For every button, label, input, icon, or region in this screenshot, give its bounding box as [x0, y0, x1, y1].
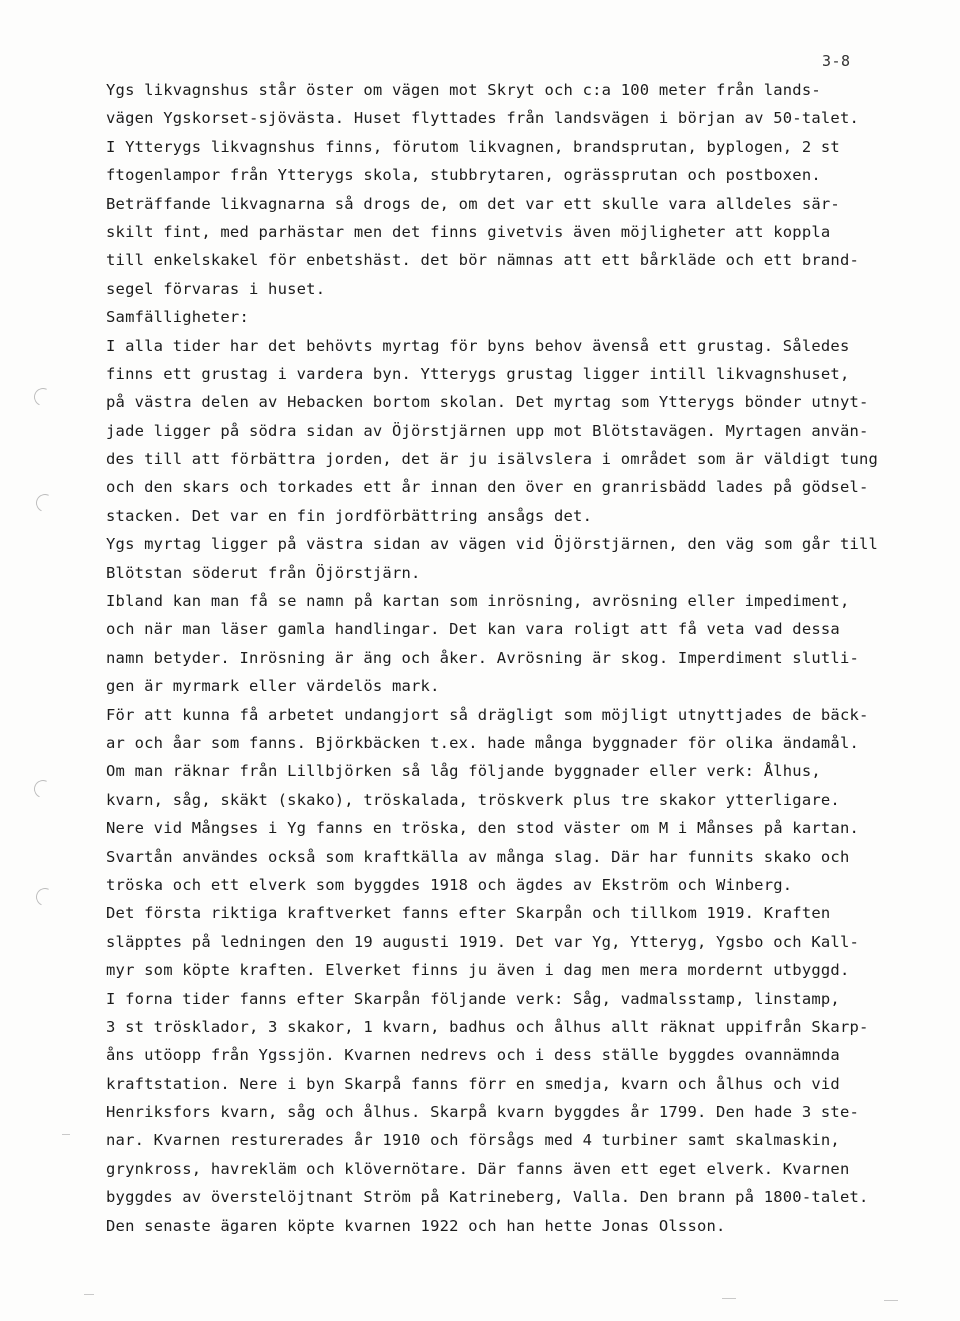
text-line: ftogenlampor från Ytterygs skola, stubbrytaren, ogrässprutan och postboxen.: [106, 166, 821, 185]
text-line: grynkross, havrekläm och klövernötare. Där fanns även ett eget elverk. Kvarnen: [106, 1159, 850, 1178]
text-line: finns ett grustag i vardera byn. Ytterygs grustag ligger intill likvagnshuset,: [106, 364, 850, 383]
text-line: skilt fint, med parhästar men det finns givetvis även möjligheter att koppla: [106, 222, 831, 241]
text-line: vägen Ygskorset-sjövästa. Huset flyttades från landsvägen i början av 50-talet.: [106, 109, 860, 128]
text-line: släpptes på ledningen den 19 augusti 1919. Det var Yg, Ytteryg, Ygsbo och Kall-: [106, 932, 860, 951]
text-line: Det första riktiga kraftverket fanns efter Skarpån och tillkom 1919. Kraften: [106, 904, 831, 923]
text-line: myr som köpte kraften. Elverket finns ju även i dag men mera mordernt utbyggd.: [106, 961, 850, 980]
text-line: 3 st trösklador, 3 skakor, 1 kvarn, badhus och ålhus allt räknat uppifrån Skarp-: [106, 1017, 869, 1036]
text-line: ar och åar som fanns. Björkbäcken t.ex. hade många byggnader för olika ändamål.: [106, 733, 860, 752]
punch-hole-mark: [31, 777, 54, 800]
text-line: åns utöopp från Ygssjön. Kvarnen nedrevs och i dess ställe byggdes ovannämnda: [106, 1046, 840, 1065]
text-line: Om man räknar från Lillbjörken så låg följande byggnader eller verk: Ålhus,: [106, 762, 821, 781]
text-line: till enkelskakel för enbetshäst. det bör nämnas att ett bårkläde och ett brand-: [106, 251, 860, 270]
scan-artifact: [62, 1134, 70, 1135]
text-line: Beträffande likvagnarna så drogs de, om det var ett skulle vara alldeles sär-: [106, 194, 840, 213]
text-line: Ygs likvagnshus står öster om vägen mot Skryt och c:a 100 meter från lands-: [106, 81, 821, 99]
text-line: stacken. Det var en fin jordförbättring ansågs det.: [106, 506, 593, 525]
punch-hole-mark: [33, 885, 56, 908]
page-number: 3-8: [822, 52, 851, 70]
text-line: gen är myrmark eller värdelös mark.: [106, 677, 440, 696]
text-line: Nere vid Mångses i Yg fanns en tröska, den stod väster om M i Månses på kartan.: [106, 819, 860, 838]
text-line: tröska och ett elverk som byggdes 1918 och ägdes av Ekström och Winberg.: [106, 875, 793, 894]
text-line: Blötstan söderut från Öjörstjärn.: [106, 563, 421, 582]
punch-hole-mark: [33, 491, 56, 514]
text-line: jade ligger på södra sidan av Öjörstjärnen upp mot Blötstavägen. Myrtagen använ-: [106, 421, 869, 440]
text-line: Svartån användes också som kraftkälla av många slag. Där har funnits skako och: [106, 847, 850, 866]
text-line: I alla tider har det behövts myrtag för byns behov ävenså ett grustag. Således: [106, 336, 850, 355]
text-line: För att kunna få arbetet undangjort så drägligt som möjligt utnyttjades de bäck-: [106, 705, 869, 724]
text-line: Den senaste ägaren köpte kvarnen 1922 och han hette Jonas Olsson.: [106, 1216, 726, 1235]
text-line: byggdes av överstelöjtnant Ström på Katrineberg, Valla. Den brann på 1800-talet.: [106, 1188, 869, 1207]
scan-artifact: [722, 1298, 736, 1299]
scan-artifact: [884, 1300, 898, 1301]
text-line: Ygs myrtag ligger på västra sidan av vägen vid Öjörstjärnen, den väg som går till: [106, 535, 879, 554]
text-line: namn betyder. Inrösning är äng och åker. Avrösning är skog. Imperdiment slutli-: [106, 648, 860, 667]
text-line: kvarn, såg, skäkt (skako), tröskalada, tröskverk plus tre skakor ytterligare.: [106, 790, 840, 809]
text-line: Henriksfors kvarn, såg och ålhus. Skarpå kvarn byggdes år 1799. Den hade 3 ste-: [106, 1103, 860, 1122]
text-line: I Ytterygs likvagnshus finns, förutom likvagnen, brandsprutan, byplogen, 2 st: [106, 137, 840, 156]
punch-hole-mark: [31, 385, 54, 408]
text-line: på västra delen av Hebacken bortom skolan. Det myrtag som Ytterygs bönder utnyt-: [106, 393, 869, 412]
text-line: nar. Kvarnen resturerades år 1910 och försågs med 4 turbiner samt skalmaskin,: [106, 1131, 840, 1150]
text-line: och den skars och torkades ett år innan den över en granrisbädd lades på gödsel-: [106, 478, 869, 497]
scan-artifact: [84, 1294, 94, 1295]
text-line: segel förvaras i huset.: [106, 279, 326, 298]
text-line: och när man läser gamla handlingar. Det kan vara roligt att få veta vad dessa: [106, 620, 840, 639]
section-heading: Samfälligheter:: [106, 308, 249, 327]
document-body: [106, 76, 886, 1240]
text-line: des till att förbättra jorden, det är ju isälvslera i området som är väldigt tung: [106, 450, 879, 469]
text-line: kraftstation. Nere i byn Skarpå fanns förr en smedja, kvarn och ålhus och vid: [106, 1074, 840, 1093]
text-line: Ibland kan man få se namn på kartan som inrösning, avrösning eller impediment,: [106, 592, 850, 611]
text-line: I forna tider fanns efter Skarpån följande verk: Såg, vadmalsstamp, linstamp,: [106, 989, 840, 1008]
